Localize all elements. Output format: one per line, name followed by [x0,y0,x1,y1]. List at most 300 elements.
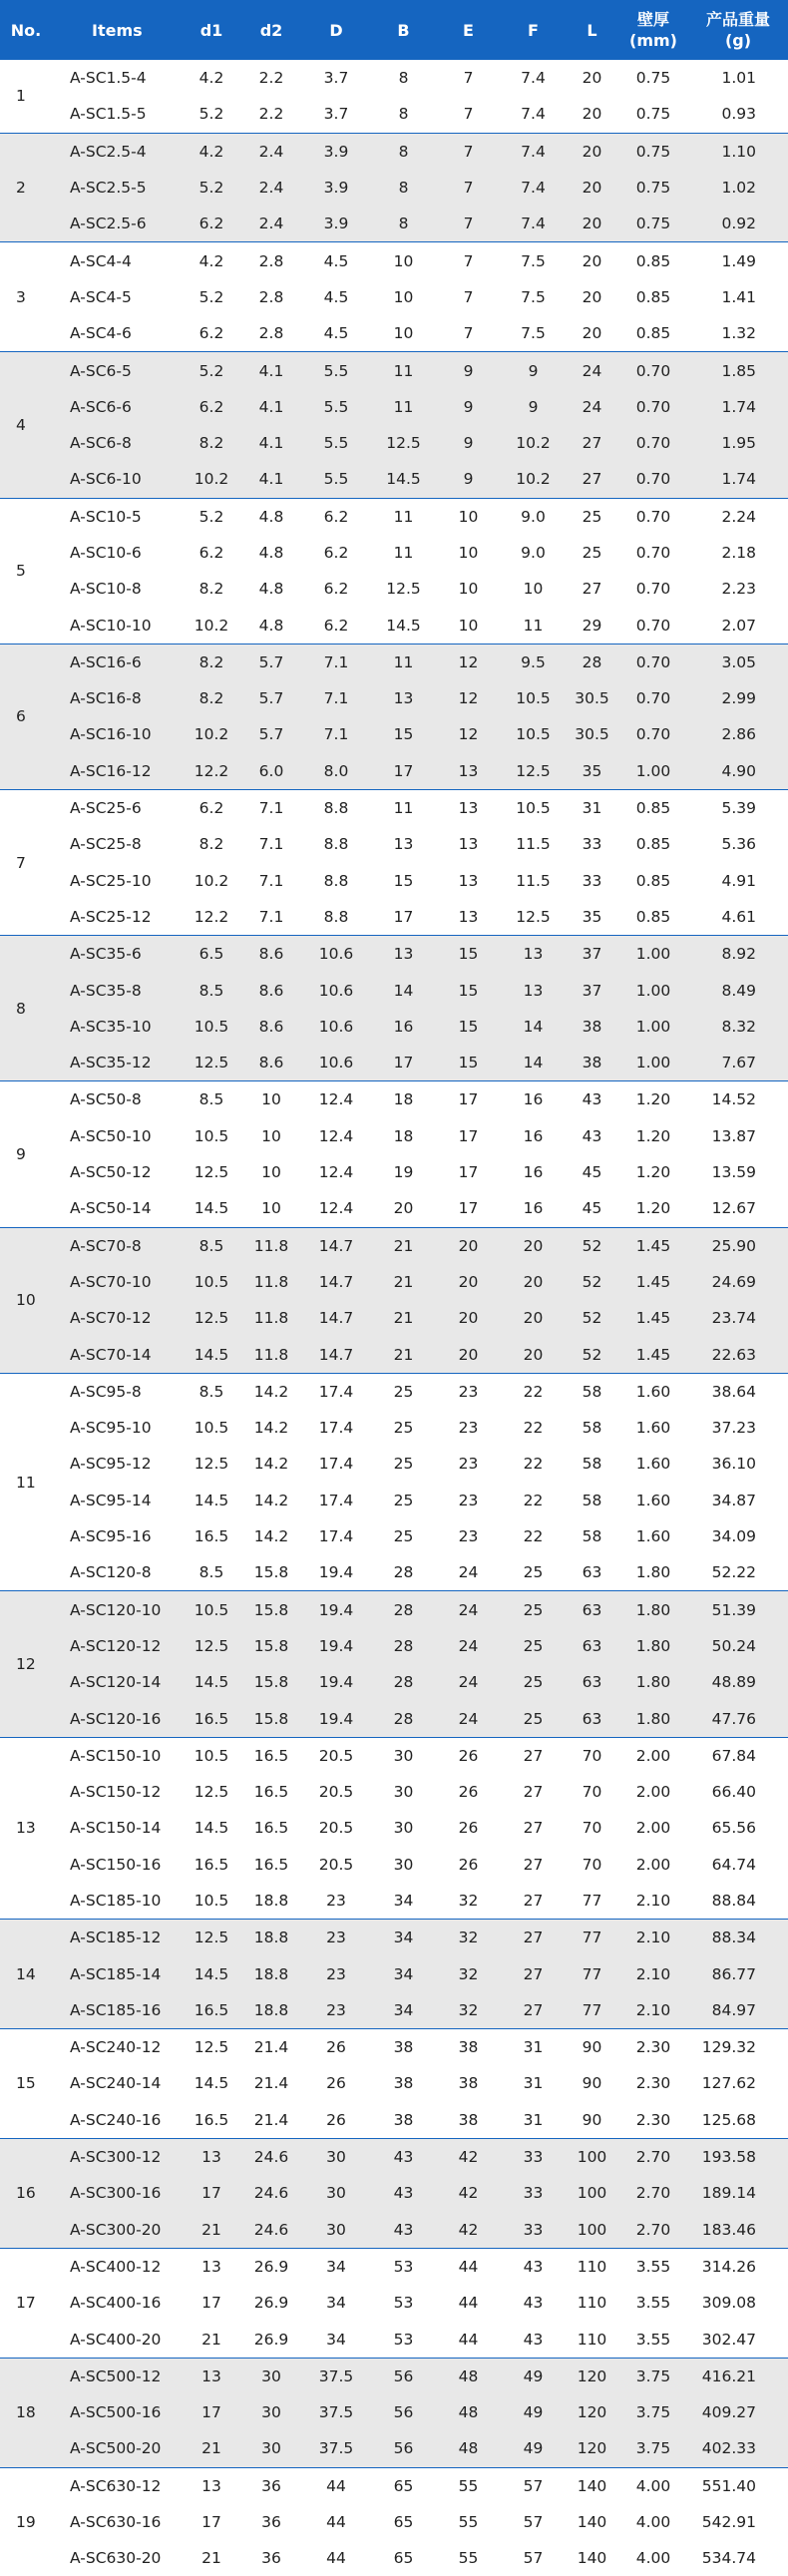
E-cell: 38 [458,2110,479,2129]
E-cell: 24 [436,1628,501,1664]
d2-cell: 26.9 [253,2294,289,2313]
d2-cell: 2.2 [258,69,284,88]
d1-cell: 8.5 [182,1373,241,1410]
wall-cell: 2.00 [635,1855,671,1874]
weight-cell: 2.24 [688,498,788,535]
L-cell: 24 [566,389,618,425]
weight-cell: 127.62 [701,2074,756,2093]
table-row [0,972,788,1008]
B-cell: 65 [393,2549,414,2568]
weight-cell: 4.90 [688,753,788,790]
D-cell: 8.8 [323,907,349,926]
d2-cell: 24.6 [241,2212,301,2249]
weight-cell: 409.27 [688,2394,788,2430]
wall-cell: 1.80 [618,1591,688,1628]
D-cell: 12.4 [301,1081,371,1118]
table-row [0,2358,788,2394]
B-cell: 30 [371,1737,436,1774]
F-cell: 27 [501,1955,566,1991]
group-number-cell: 12 [0,1591,52,1737]
d1-cell: 10.5 [182,1009,241,1045]
table-row [0,1264,788,1300]
E-cell: 7 [463,69,474,88]
wall-cell: 0.70 [635,544,671,562]
F-cell: 7.5 [521,287,546,306]
table-row [0,753,788,790]
B-cell: 28 [393,1563,414,1582]
F-cell: 16 [523,1163,544,1182]
F-cell: 33 [501,2212,566,2249]
E-cell: 15 [436,1045,501,1081]
F-cell: 11.5 [516,871,551,890]
L-cell: 70 [566,1737,618,1774]
wall-cell: 2.00 [635,1783,671,1802]
B-cell: 34 [371,1992,436,2029]
L-cell: 58 [582,1491,602,1509]
weight-cell: 64.74 [711,1855,756,1874]
L-cell: 63 [582,1563,602,1582]
B-cell: 19 [393,1163,414,1182]
L-cell: 45 [582,1199,602,1218]
D-cell: 8.8 [301,789,371,826]
D-cell: 6.2 [301,498,371,535]
D-cell: 26 [326,2074,346,2093]
item-code-cell: A-SC2.5-6 [52,206,182,242]
item-code-cell: A-SC25-8 [70,835,142,854]
F-cell: 49 [501,2358,566,2394]
L-cell: 43 [566,1081,618,1118]
d1-cell: 12.5 [182,1920,241,1956]
B-cell: 56 [371,2358,436,2394]
B-cell: 18 [371,1081,436,1118]
d1-cell: 6.2 [182,789,241,826]
d2-cell: 15.8 [241,1700,301,1737]
F-cell: 27 [501,1737,566,1774]
B-cell: 28 [371,1700,436,1737]
item-code-cell: A-SC10-8 [70,580,142,599]
group-number-cell: 7 [0,789,52,935]
d1-cell: 17 [201,2513,221,2532]
weight-cell: 0.93 [721,105,756,124]
d1-cell: 12.5 [182,1045,241,1081]
B-cell: 18 [393,1126,414,1145]
d1-cell: 5.2 [198,105,224,124]
L-cell: 27 [582,580,602,599]
d2-cell: 2.4 [241,170,301,206]
B-cell: 28 [371,1628,436,1664]
E-cell: 7 [463,324,474,343]
table-row [0,1227,788,1264]
wall-cell: 0.70 [635,580,671,599]
group-number-cell: 19 [0,2467,52,2576]
E-cell: 38 [436,2029,501,2066]
F-cell: 9.5 [501,644,566,680]
D-cell: 14.7 [301,1336,371,1373]
weight-cell: 65.56 [711,1819,756,1838]
E-cell: 48 [436,2358,501,2394]
weight-cell: 88.34 [688,1920,788,1956]
F-cell: 27 [501,1920,566,1956]
wall-cell: 1.20 [618,1081,688,1118]
E-cell: 23 [458,1491,479,1509]
B-cell: 53 [393,2330,414,2349]
B-cell: 13 [371,680,436,716]
item-code-cell: A-SC500-20 [52,2430,182,2467]
item-code-cell: A-SC95-8 [52,1373,182,1410]
weight-cell: 50.24 [688,1628,788,1664]
item-code-cell: A-SC630-20 [70,2549,162,2568]
d2-cell: 2.8 [241,242,301,279]
B-cell: 30 [393,1819,414,1838]
table-row [0,2029,788,2066]
D-cell: 34 [301,2248,371,2285]
table-row [0,716,788,752]
F-cell: 27 [523,1819,544,1838]
E-cell: 7 [436,206,501,242]
B-cell: 13 [393,835,414,854]
B-cell: 13 [371,936,436,973]
E-cell: 10 [458,580,479,599]
weight-cell: 1.95 [688,425,788,461]
d1-cell: 8.5 [182,1227,241,1264]
weight-cell: 66.40 [711,1783,756,1802]
d2-cell: 18.8 [241,1920,301,1956]
d1-cell: 10.2 [182,461,241,498]
B-cell: 11 [371,789,436,826]
D-cell: 5.5 [301,389,371,425]
E-cell: 44 [458,2330,479,2349]
d2-cell: 14.2 [253,1491,289,1509]
d2-cell: 2.8 [258,324,284,343]
header-d2: d2 [241,0,301,60]
wall-cell: 0.70 [618,716,688,752]
weight-cell: 1.01 [721,69,756,88]
d2-cell: 7.1 [258,907,284,926]
E-cell: 12 [436,644,501,680]
d1-cell: 10.5 [182,1591,241,1628]
wall-cell: 3.75 [618,2394,688,2430]
L-cell: 120 [566,2358,618,2394]
F-cell: 25 [501,1700,566,1737]
d1-cell: 17 [201,2294,221,2313]
D-cell: 23 [301,1992,371,2029]
d1-cell: 12.5 [194,1455,229,1474]
wall-cell: 1.60 [635,1527,671,1546]
item-code-cell: A-SC35-10 [52,1009,182,1045]
weight-cell: 542.91 [701,2513,756,2532]
L-cell: 20 [566,170,618,206]
F-cell: 16 [523,1199,544,1218]
F-cell: 20 [501,1264,566,1300]
D-cell: 30 [301,2175,371,2211]
L-cell: 25 [566,498,618,535]
wall-cell: 1.60 [635,1491,671,1509]
item-code-cell: A-SC25-6 [52,789,182,826]
F-cell: 7.5 [521,324,546,343]
item-code-cell: A-SC120-14 [52,1664,182,1700]
d2-cell: 8.6 [241,972,301,1008]
header-no: No. [0,0,52,60]
D-cell: 8.0 [301,753,371,790]
B-cell: 34 [393,1891,414,1910]
F-cell: 25 [523,1563,544,1582]
D-cell: 14.7 [301,1264,371,1300]
D-cell: 10.6 [301,936,371,973]
B-cell: 8 [371,133,436,170]
L-cell: 20 [582,287,602,306]
table-row [0,1920,788,1956]
d2-cell: 8.6 [241,1045,301,1081]
d1-cell: 8.2 [182,680,241,716]
D-cell: 6.2 [323,580,349,599]
D-cell: 34 [326,2294,346,2313]
weight-cell: 2.86 [688,716,788,752]
item-code-cell: A-SC25-12 [70,907,152,926]
D-cell: 20.5 [318,1855,354,1874]
d1-cell: 4.2 [182,242,241,279]
B-cell: 43 [371,2212,436,2249]
wall-cell: 4.00 [618,2467,688,2504]
L-cell: 27 [566,425,618,461]
D-cell: 14.7 [301,1227,371,1264]
D-cell: 19.4 [301,1700,371,1737]
B-cell: 56 [371,2430,436,2467]
E-cell: 9 [436,425,501,461]
d2-cell: 4.1 [241,389,301,425]
L-cell: 37 [566,936,618,973]
table-row [0,1628,788,1664]
E-cell: 23 [458,1527,479,1546]
F-cell: 16 [501,1081,566,1118]
d2-cell: 24.6 [241,2175,301,2211]
d2-cell: 21.4 [253,2074,289,2093]
F-cell: 43 [523,2294,544,2313]
table-row [0,1045,788,1081]
d1-cell: 8.5 [182,972,241,1008]
weight-cell: 0.92 [688,206,788,242]
wall-cell: 2.10 [618,1920,688,1956]
item-code-cell: A-SC10-5 [52,498,182,535]
wall-cell: 1.60 [618,1373,688,1410]
weight-cell: 8.32 [688,1009,788,1045]
table-row [0,425,788,461]
E-cell: 7 [463,105,474,124]
item-code-cell: A-SC2.5-4 [52,133,182,170]
wall-cell: 4.00 [635,2549,671,2568]
item-code-cell: A-SC35-12 [52,1045,182,1081]
d1-cell: 21 [201,2330,221,2349]
table-row [0,2540,788,2576]
wall-cell: 3.55 [635,2294,671,2313]
table-row [0,1410,788,1446]
E-cell: 12 [436,716,501,752]
weight-cell: 8.49 [688,972,788,1008]
B-cell: 25 [393,1527,414,1546]
F-cell: 25 [501,1664,566,1700]
F-cell: 10.2 [501,425,566,461]
F-cell: 9.0 [521,544,546,562]
B-cell: 34 [371,1920,436,1956]
table-row [0,2504,788,2540]
d1-cell: 16.5 [182,1700,241,1737]
B-cell: 10 [393,324,414,343]
table-row [0,1847,788,1883]
B-cell: 17 [371,753,436,790]
table-row [0,2467,788,2504]
weight-cell: 86.77 [688,1955,788,1991]
F-cell: 7.4 [501,170,566,206]
E-cell: 17 [436,1081,501,1118]
table-header [0,0,788,60]
table-row [0,1336,788,1373]
L-cell: 70 [582,1855,602,1874]
item-code-cell: A-SC630-12 [52,2467,182,2504]
table-body [0,60,788,2576]
item-code-cell: A-SC50-14 [70,1199,152,1218]
wall-cell: 0.70 [635,616,671,635]
L-cell: 90 [582,2074,602,2093]
weight-cell: 2.07 [721,616,756,635]
header-B: B [371,0,436,60]
E-cell: 7 [463,287,474,306]
E-cell: 17 [458,1199,479,1218]
B-cell: 25 [393,1455,414,1474]
d1-cell: 16.5 [194,2110,229,2129]
item-code-cell: A-SC10-6 [70,544,142,562]
wall-cell: 1.45 [618,1264,688,1300]
B-cell: 21 [371,1227,436,1264]
d2-cell: 26.9 [253,2330,289,2349]
B-cell: 38 [371,2029,436,2066]
item-code-cell: A-SC10-10 [70,616,152,635]
L-cell: 120 [566,2394,618,2430]
d2-cell: 4.1 [241,461,301,498]
d1-cell: 13 [182,2138,241,2175]
E-cell: 7 [436,242,501,279]
D-cell: 44 [301,2467,371,2504]
F-cell: 9 [501,352,566,389]
D-cell: 6.2 [323,544,349,562]
item-code-cell: A-SC4-6 [70,324,132,343]
item-code-cell: A-SC400-12 [52,2248,182,2285]
F-cell: 11.5 [516,835,551,854]
table-row [0,2285,788,2321]
item-code-cell: A-SC70-10 [52,1264,182,1300]
B-cell: 15 [393,871,414,890]
L-cell: 25 [582,544,602,562]
D-cell: 26 [301,2029,371,2066]
d1-cell: 8.5 [198,1563,224,1582]
table-row [0,2102,788,2139]
E-cell: 32 [436,1992,501,2029]
wall-cell: 0.70 [618,425,688,461]
B-cell: 30 [393,1783,414,1802]
wall-cell: 0.85 [618,789,688,826]
header-wall-thickness [618,0,688,60]
wall-cell: 0.75 [618,206,688,242]
d1-cell: 14.5 [182,1336,241,1373]
wall-cell: 0.70 [618,644,688,680]
table-row [0,1081,788,1118]
E-cell: 17 [458,1163,479,1182]
L-cell: 77 [566,1920,618,1956]
d1-cell: 16.5 [182,1992,241,2029]
F-cell: 7.4 [501,206,566,242]
wall-cell: 0.70 [618,680,688,716]
weight-cell: 189.14 [688,2175,788,2211]
group-number-cell: 9 [0,1081,52,1227]
d2-cell: 26.9 [241,2248,301,2285]
d1-cell: 10.5 [194,1126,229,1145]
d1-cell: 5.2 [182,170,241,206]
L-cell: 90 [566,2029,618,2066]
d2-cell: 2.8 [258,287,284,306]
table-row [0,1737,788,1774]
weight-cell: 1.74 [688,461,788,498]
weight-cell: 7.67 [688,1045,788,1081]
header-weight [688,0,788,60]
B-cell: 14.5 [386,616,421,635]
weight-cell: 129.32 [688,2029,788,2066]
table-row [0,1664,788,1700]
item-code-cell: A-SC185-12 [52,1920,182,1956]
E-cell: 9 [436,461,501,498]
d2-cell: 14.2 [253,1419,289,1438]
table-row [0,1518,788,1554]
F-cell: 33 [501,2138,566,2175]
L-cell: 140 [577,2513,607,2532]
d1-cell: 10.5 [194,1419,229,1438]
table-row [0,1373,788,1410]
table-row [0,352,788,389]
E-cell: 55 [436,2467,501,2504]
E-cell: 24 [436,1700,501,1737]
item-code-cell: A-SC240-16 [70,2110,162,2129]
d2-cell: 18.8 [241,1992,301,2029]
F-cell: 20 [501,1227,566,1264]
d2-cell: 36 [241,2467,301,2504]
wall-cell: 2.10 [635,1891,671,1910]
D-cell: 23 [301,1920,371,1956]
D-cell: 4.5 [301,242,371,279]
table-row [0,1118,788,1154]
D-cell: 10.6 [301,972,371,1008]
table-row [0,461,788,498]
wall-cell: 2.10 [618,1955,688,1991]
wall-cell: 1.80 [635,1563,671,1582]
d2-cell: 15.8 [241,1591,301,1628]
E-cell: 17 [458,1126,479,1145]
wall-cell: 0.70 [618,461,688,498]
B-cell: 25 [393,1419,414,1438]
d1-cell: 13 [182,2467,241,2504]
E-cell: 20 [436,1336,501,1373]
d1-cell: 12.2 [182,753,241,790]
d1-cell: 21 [182,2212,241,2249]
group-number-cell: 3 [0,242,52,352]
wall-cell: 0.75 [635,69,671,88]
F-cell: 7.5 [501,242,566,279]
wall-cell: 1.45 [618,1300,688,1336]
table-row [0,789,788,826]
weight-cell: 302.47 [701,2330,756,2349]
F-cell: 43 [523,2330,544,2349]
D-cell: 5.5 [301,425,371,461]
item-code-cell: A-SC6-6 [52,389,182,425]
d1-cell: 8.2 [182,425,241,461]
table-row [0,2430,788,2467]
F-cell: 43 [501,2248,566,2285]
